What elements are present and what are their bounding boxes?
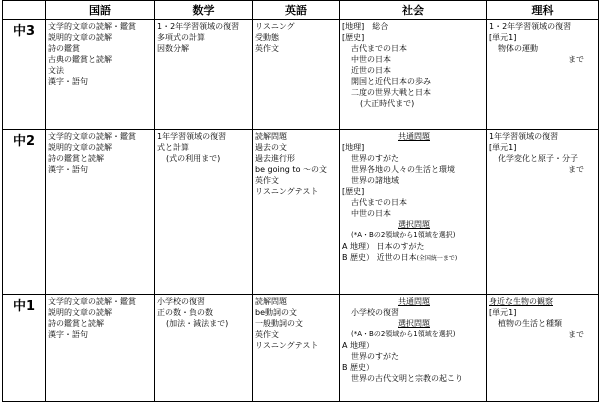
topic-item: 文学的文章の読解・鑑賞	[48, 132, 136, 141]
cell-shakai	[340, 130, 487, 295]
topic-item: 一般動詞の文	[255, 319, 303, 328]
section-heading: 共通問題	[398, 297, 430, 306]
cell-kokugo	[46, 295, 155, 402]
corner-cell	[3, 1, 46, 20]
topic-item: 植物の生活と種類	[498, 319, 562, 328]
grade-label: 中1	[3, 295, 46, 402]
section-heading: 共通問題	[398, 132, 430, 141]
section-heading: 選択問題	[398, 319, 430, 328]
topic-item: 世界の古代文明と宗教の起こり	[351, 374, 463, 383]
topic-item: リスニングテスト	[255, 341, 319, 350]
grade-label: 中2	[3, 130, 46, 295]
topic-item: [単元1]	[489, 308, 517, 317]
topic-note: (大正時代まで)	[360, 99, 415, 108]
section-heading: 選択問題	[398, 220, 430, 229]
topic-note: まで	[568, 330, 584, 339]
topic-item: 1・2年学習領域の復習	[157, 22, 240, 31]
topic-item: 式と計算	[157, 143, 189, 152]
topic-item: 漢字・語句	[48, 165, 88, 174]
topic-item-with-note	[342, 252, 486, 263]
cell-sugaku	[155, 130, 253, 295]
topic-note: (*A・Bの2領域から1領域を選択)	[351, 231, 456, 239]
topic-item: 読解問題	[255, 132, 287, 141]
cell-eigo	[253, 295, 340, 402]
topic-note: まで	[568, 165, 584, 174]
topic-item: 世界のすがた	[351, 352, 399, 361]
row-chu1	[3, 295, 599, 402]
cell-rika	[487, 130, 599, 295]
cell-rika	[487, 20, 599, 130]
topic-item: A 地理）	[342, 341, 375, 350]
topic-item: 受動態	[255, 33, 279, 42]
topic-item: 開国と近代日本の歩み	[351, 77, 431, 86]
cell-sugaku	[155, 295, 253, 402]
topic-item: 文法	[48, 66, 64, 75]
topic-note: (全国統一まで)	[416, 255, 458, 262]
topic-item: 漢字・語句	[48, 330, 88, 339]
cell-shakai	[340, 20, 487, 130]
topic-item: 1年学習領域の復習	[489, 132, 559, 141]
header-rika: 理科	[487, 1, 599, 20]
topic-item: 詩の鑑賞と読解	[48, 319, 104, 328]
cell-rika	[487, 295, 599, 402]
cell-kokugo	[46, 20, 155, 130]
topic-item: 説明的文章の読解	[48, 308, 112, 317]
topic-item: 古典の鑑賞と読解	[48, 55, 112, 64]
curriculum-table	[2, 0, 599, 402]
topic-item: 英作文	[255, 44, 279, 53]
cell-eigo	[253, 130, 340, 295]
cell-eigo	[253, 20, 340, 130]
topic-item: 化学変化と原子・分子	[498, 154, 578, 163]
topic-item: 詩の鑑賞と読解	[48, 154, 104, 163]
row-chu2	[3, 130, 599, 295]
header-row	[3, 1, 599, 20]
topic-item: 近世の日本	[351, 66, 391, 75]
topic-note: (加法・減法まで)	[166, 319, 229, 328]
topic-item: 小学校の復習	[351, 308, 399, 317]
topic-item: 世界のすがた	[351, 154, 399, 163]
topic-note: (式の利用まで)	[166, 154, 221, 163]
cell-shakai	[340, 295, 487, 402]
topic-item: 古代までの日本	[351, 198, 407, 207]
topic-item: 詩の鑑賞	[48, 44, 80, 53]
topic-item: [単元1]	[489, 143, 517, 152]
topic-item: 身近な生物の観察	[489, 297, 553, 306]
topic-item: リスニングテスト	[255, 187, 319, 196]
topic-item: 英作文	[255, 176, 279, 185]
topic-item: 文学的文章の読解・鑑賞	[48, 297, 136, 306]
topic-item: [単元1]	[489, 33, 517, 42]
topic-item: 英作文	[255, 330, 279, 339]
header-shakai: 社会	[340, 1, 487, 20]
topic-text: B 歴史） 近世の日本	[342, 253, 417, 262]
topic-item: B 歴史）	[342, 363, 375, 372]
topic-item: be動詞の文	[255, 308, 297, 317]
topic-item: 漢字・語句	[48, 77, 88, 86]
row-chu3	[3, 20, 599, 130]
topic-item: リスニング	[255, 22, 295, 31]
topic-note: (*A・Bの2領域から1領域を選択)	[351, 330, 456, 338]
topic-item: 説明的文章の読解	[48, 33, 112, 42]
topic-item: be going to ～の文	[255, 165, 328, 174]
topic-item: 正の数・負の数	[157, 308, 213, 317]
topic-item: [地理] 総合	[342, 22, 389, 31]
topic-item: 過去の文	[255, 143, 287, 152]
topic-note: まで	[568, 55, 584, 64]
header-eigo: 英語	[253, 1, 340, 20]
cell-sugaku	[155, 20, 253, 130]
topic-item: 世界の諸地域	[351, 176, 399, 185]
header-kokugo: 国語	[46, 1, 155, 20]
topic-item: 小学校の復習	[157, 297, 205, 306]
topic-item: 中世の日本	[351, 209, 391, 218]
topic-item: 1年学習領域の復習	[157, 132, 227, 141]
topic-item: A 地理） 日本のすがた	[342, 242, 425, 251]
topic-item: 古代までの日本	[351, 44, 407, 53]
topic-item: [地理]	[342, 143, 365, 152]
topic-item: 読解問題	[255, 297, 287, 306]
topic-item: 過去進行形	[255, 154, 295, 163]
topic-item: 中世の日本	[351, 55, 391, 64]
topic-item: [歴史]	[342, 33, 365, 42]
topic-item: [歴史]	[342, 187, 365, 196]
grade-label: 中3	[3, 20, 46, 130]
topic-item: 説明的文章の読解	[48, 143, 112, 152]
topic-item: 文学的文章の読解・鑑賞	[48, 22, 136, 31]
topic-item: 因数分解	[157, 44, 189, 53]
cell-kokugo	[46, 130, 155, 295]
topic-item: 1・2年学習領域の復習	[489, 22, 572, 31]
topic-item: 物体の運動	[498, 44, 538, 53]
topic-item: 二度の世界大戦と日本	[351, 88, 431, 97]
topic-item: 多項式の計算	[157, 33, 205, 42]
header-sugaku: 数学	[155, 1, 253, 20]
topic-item: 世界各地の人々の生活と環境	[351, 165, 455, 174]
